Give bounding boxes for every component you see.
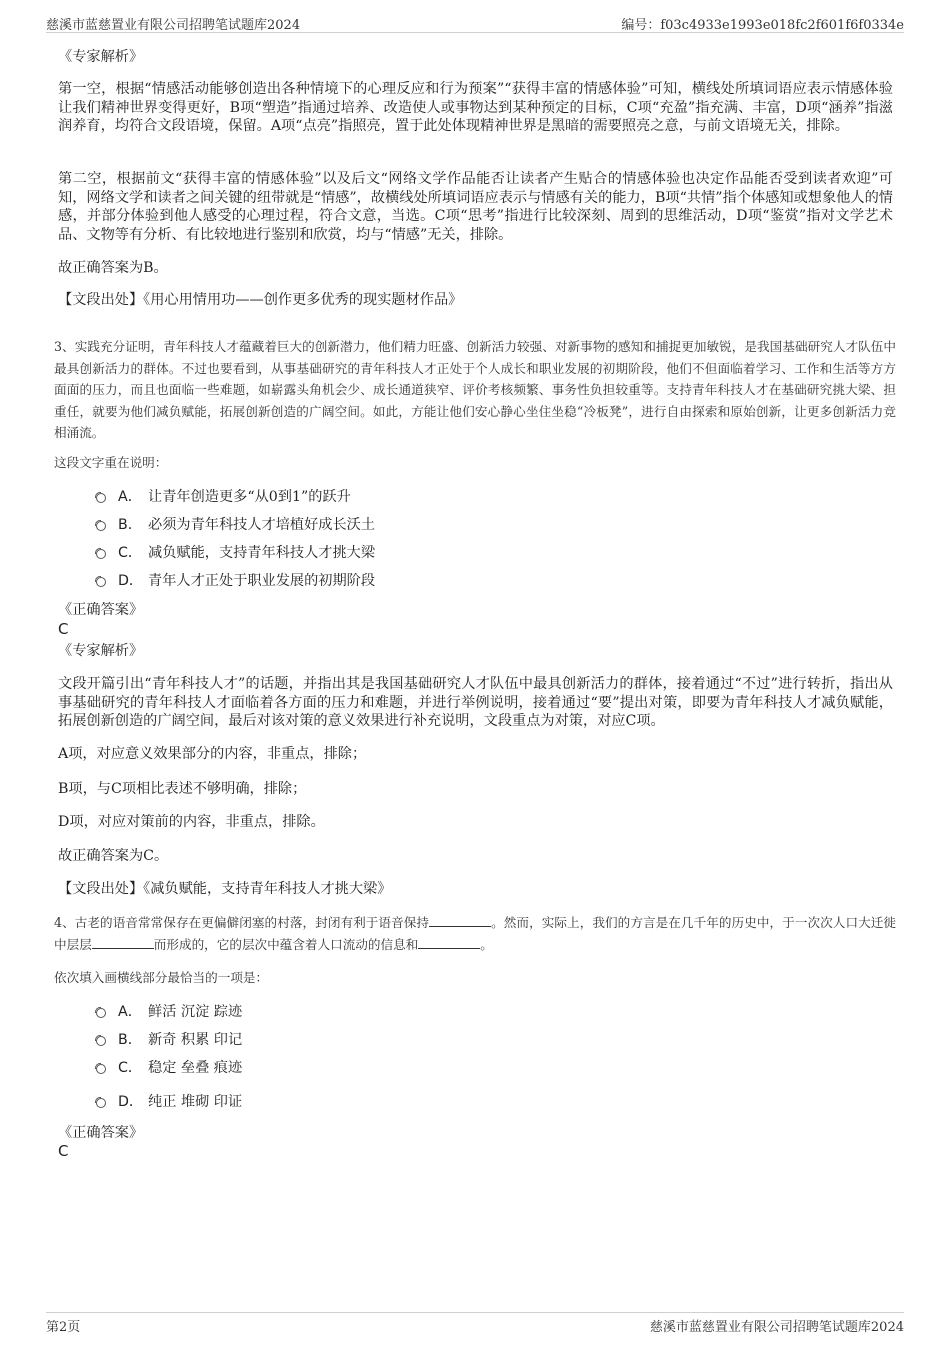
q2-analysis-para1: 第一空，根据“情感活动能够创造出各种情境下的心理反应和行为预案”“获得丰富的情感体验”可知，横线处所填词语应表示情感体验让我们精神世界变得更好，B项“塑造”指通过培养、改造使人或事物达到某种预定的目标，C项“充盈”指充满、丰富，D项“涵养”指滋润养育，均符合文段语境，保留。A项“点亮”指照亮，置于此处体现精神世界是黑暗的需要照亮之意，与前文语境无关，排除。 (58, 81, 893, 134)
q4-stem-part2: 。然而，实际上，我们的方言是在几千年的历史中，于一次次人口大迁徙中层层 (54, 915, 897, 952)
q4-prompt: 依次填入画横线部分最恰当的一项是： (54, 970, 269, 985)
radio-icon[interactable] (96, 493, 106, 503)
option-text: 必须为青年科技人才培植好成长沃土 (148, 517, 376, 533)
q2-analysis-label: 《专家解析》 (58, 49, 144, 65)
header-serial: 编号：f03c4933e1993e018fc2f601f6f0334e (621, 18, 904, 33)
q3-conclusion: 故正确答案为C。 (58, 848, 169, 864)
option-text: 稳定 垒叠 痕迹 (148, 1060, 243, 1076)
radio-icon[interactable] (96, 1098, 106, 1108)
q3-analysis-a: A项，对应意义效果部分的内容，非重点，排除； (58, 746, 367, 762)
option-letter: B． (118, 517, 142, 533)
radio-icon[interactable] (96, 521, 106, 531)
q3-prompt: 这段文字重在说明： (54, 455, 168, 470)
q4-stem-part1: 4、古老的语音常常保存在更偏僻闭塞的村落，封闭有利于语音保持 (54, 915, 430, 930)
q4-stem (54, 912, 896, 955)
page-header (46, 14, 904, 33)
q3-analysis-label: 《专家解析》 (58, 643, 144, 659)
q4-answer: C (58, 1142, 69, 1160)
option-letter: A． (118, 1004, 142, 1020)
q3-source: 【文段出处】《减负赋能，支持青年科技人才挑大梁》 (58, 881, 392, 897)
option-letter: B． (118, 1032, 142, 1048)
option-letter: D． (118, 573, 144, 589)
option-text: 新奇 积累 印记 (148, 1032, 243, 1048)
q3-stem: 3、实践充分证明，青年科技人才蕴藏着巨大的创新潜力，他们精力旺盛、创新活力较强、对新事物的感知和捕捉更加敏锐，是我国基础研究人才队伍中最具创新活力的群体。不过也要看到，从事基础研究的青年科技人才正处于个人成长和职业发展的初期阶段，他们不但面临着学习、工作和生活等方方面面的压力，而且也面临一些难题，如崭露头角机会少、成长通道狭窄、评价考核频繁、事务性负担较重等。支持青年科技人才在基础研究挑大梁、担重任，就要为他们减负赋能，拓展创新创造的广阔空间。如此，方能让他们安心静心坐住坐稳“冷板凳”，进行自由探索和原始创新，让更多创新活力竞相涌流。 (54, 339, 896, 440)
option-text: 让青年创造更多“从0到1”的跃升 (148, 489, 351, 505)
option-letter: C． (118, 1060, 143, 1076)
q2-source: 【文段出处】《用心用情用功——创作更多优秀的现实题材作品》 (58, 292, 463, 308)
q2-conclusion: 故正确答案为B。 (58, 260, 168, 276)
header-title: 慈溪市蓝慈置业有限公司招聘笔试题库2024 (46, 18, 301, 33)
blank-line (429, 914, 491, 927)
option-letter: D． (118, 1094, 144, 1110)
option-text: 青年人才正处于职业发展的初期阶段 (148, 573, 376, 589)
page-footer (46, 1312, 904, 1335)
q4-stem-part4: 。 (480, 936, 493, 952)
q3-analysis-b: B项，与C项相比表述不够明确，排除； (58, 781, 307, 797)
q4-stem-part3: 而形成的，它的层次中蕴含着人口流动的信息和 (153, 936, 419, 952)
blank-line (418, 936, 480, 949)
q3-analysis-d: D项，对应对策前的内容，非重点，排除。 (58, 814, 325, 830)
radio-icon[interactable] (96, 577, 106, 587)
option-letter: A． (118, 489, 142, 505)
page-number: 第2页 (46, 1320, 81, 1335)
radio-icon[interactable] (96, 1008, 106, 1018)
q2-analysis-para2: 第二空，根据前文“获得丰富的情感体验”以及后文“网络文学作品能否让读者产生贴合的情感体验也决定作品能否受到读者欢迎”可知，网络文学和读者之间关键的纽带就是“情感”，故横线处所填词语应表示与情感有关的能力，B项“共情”指个体感知或想象他人的情感，并部分体验到他人感受的心理过程，符合文意，当选。C项“思考”指进行比较深刻、周到的思维活动，D项“鉴赏”指对文学艺术品、文物等有分析、有比较地进行鉴别和欣赏，均与“情感”无关，排除。 (58, 171, 893, 243)
q3-analysis: 文段开篇引出“青年科技人才”的话题，并指出其是我国基础研究人才队伍中最具创新活力的群体，接着通过“不过”进行转折，指出从事基础研究的青年科技人才面临着各方面的压力和难题，并进行举例说明，接着通过“要”提出对策，即要为青年科技人才减负赋能，拓展创新创造的广阔空间，最后对该对策的意义效果进行补充说明，文段重点为对策，对应C项。 (58, 676, 893, 729)
footer-title: 慈溪市蓝慈置业有限公司招聘笔试题库2024 (649, 1320, 904, 1335)
blank-line (92, 936, 154, 949)
option-letter: C． (118, 545, 143, 561)
option-text: 鲜活 沉淀 踪迹 (148, 1004, 243, 1020)
radio-icon[interactable] (96, 1036, 106, 1046)
radio-icon[interactable] (96, 1064, 106, 1074)
option-text: 减负赋能，支持青年科技人才挑大梁 (148, 545, 376, 561)
q3-answer: C (58, 620, 69, 638)
q3-answer-label: 《正确答案》 (58, 602, 144, 618)
option-text: 纯正 堆砌 印证 (148, 1094, 243, 1110)
q4-answer-label: 《正确答案》 (58, 1125, 144, 1141)
radio-icon[interactable] (96, 549, 106, 559)
